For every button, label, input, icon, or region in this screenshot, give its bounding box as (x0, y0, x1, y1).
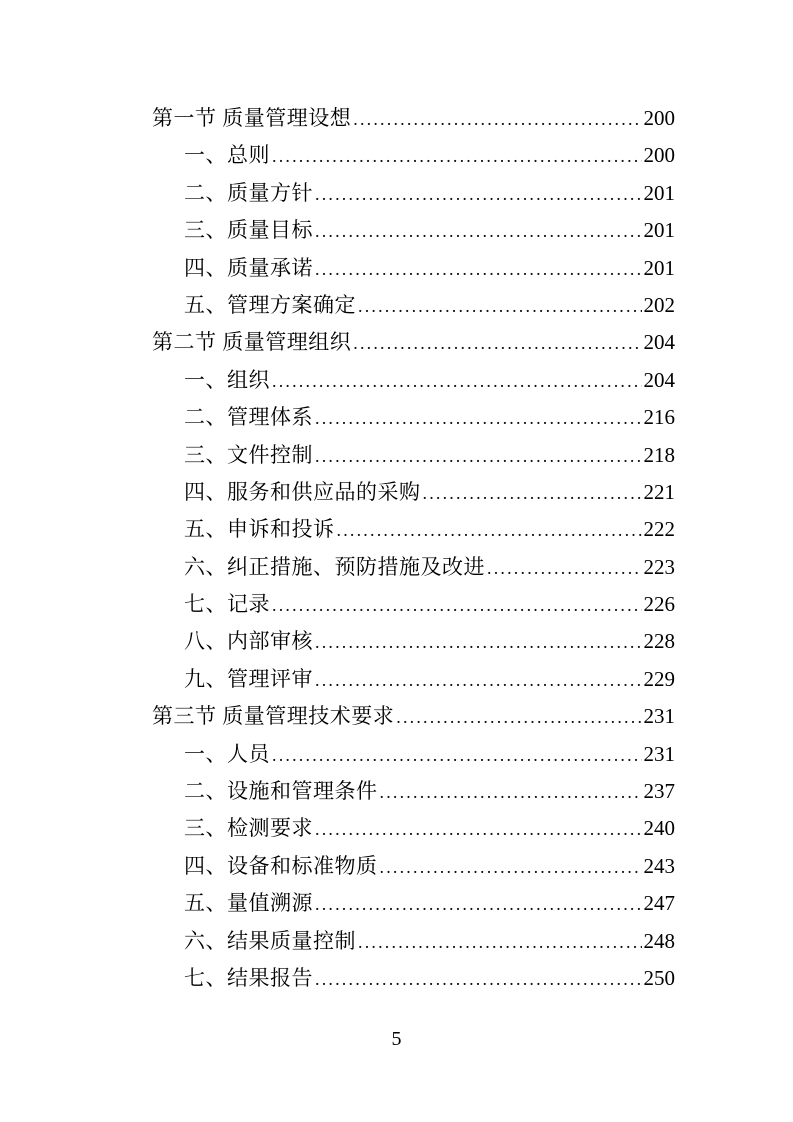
toc-entry-page-number: 201 (643, 218, 675, 243)
toc-entry-label: 五、管理方案确定 (184, 292, 356, 317)
dot-leader (356, 288, 642, 325)
dot-leader (351, 101, 641, 138)
toc-entry-label: 一、组织 (184, 367, 270, 392)
dot-leader (394, 699, 641, 736)
dot-leader (313, 886, 642, 923)
toc-entry-label: 二、设施和管理条件 (184, 779, 378, 804)
dot-leader (313, 961, 642, 998)
dot-leader (270, 138, 642, 175)
toc-entry-page-number: 201 (643, 255, 675, 280)
page-number: 5 (391, 1028, 402, 1050)
page-footer (0, 1026, 793, 1052)
toc-entry-label: 第二节 质量管理组织 (152, 330, 352, 355)
toc-entry-page-number: 229 (643, 666, 675, 691)
toc-entry[interactable] (152, 100, 675, 137)
toc-entry[interactable] (152, 137, 675, 174)
toc-entry-page-number: 228 (643, 629, 675, 654)
toc-entry-label: 三、检测要求 (184, 816, 313, 841)
dot-leader (270, 363, 642, 400)
toc-entry-label: 六、结果质量控制 (184, 928, 356, 953)
toc-entry-page-number: 248 (643, 928, 675, 953)
dot-leader (335, 512, 642, 549)
toc-entry[interactable] (152, 250, 675, 287)
dot-leader (485, 550, 642, 587)
toc-entry-page-number: 200 (643, 106, 675, 130)
toc-entry-label: 三、质量目标 (184, 218, 313, 243)
toc-entry-page-number: 216 (643, 405, 675, 430)
dot-leader (313, 811, 642, 848)
toc-entry[interactable] (152, 885, 675, 922)
toc-entry-page-number: 204 (643, 330, 675, 355)
toc-entry[interactable] (152, 549, 675, 586)
dot-leader (270, 587, 642, 624)
toc-entry-page-number: 201 (643, 180, 675, 205)
toc-entry-page-number: 237 (643, 779, 675, 804)
toc-entry-label: 四、设备和标准物质 (184, 853, 378, 878)
toc-entry[interactable] (152, 287, 675, 324)
toc-entry-label: 七、记录 (184, 592, 270, 617)
toc-entry[interactable] (152, 586, 675, 623)
toc-entry[interactable] (152, 623, 675, 660)
toc-entry-label: 四、质量承诺 (184, 255, 313, 280)
toc-entry-label: 八、内部审核 (184, 629, 313, 654)
toc-entry-page-number: 200 (643, 143, 675, 168)
toc-entry-label: 九、管理评审 (184, 666, 313, 691)
toc-entry-page-number: 247 (643, 891, 675, 916)
toc-entry-label: 第三节 质量管理技术要求 (152, 704, 395, 729)
toc-entry-label: 六、纠正措施、预防措施及改进 (184, 554, 485, 579)
toc-entry-label: 二、质量方针 (184, 180, 313, 205)
toc-entry[interactable] (152, 810, 675, 847)
toc-entry-label: 四、服务和供应品的采购 (184, 479, 421, 504)
toc-entry[interactable] (152, 399, 675, 436)
toc-entry[interactable] (152, 773, 675, 810)
toc-entry-page-number: 218 (643, 442, 675, 467)
toc-entry[interactable] (152, 736, 675, 773)
dot-leader (313, 251, 642, 288)
dot-leader (351, 325, 641, 362)
toc-entry[interactable] (152, 212, 675, 249)
dot-leader (421, 475, 642, 512)
toc-entry-page-number: 226 (643, 592, 675, 617)
dot-leader (313, 176, 642, 213)
dot-leader (378, 849, 642, 886)
toc-entry-label: 五、量值溯源 (184, 891, 313, 916)
toc-entry[interactable] (152, 511, 675, 548)
toc-entry[interactable] (152, 437, 675, 474)
dot-leader (313, 624, 642, 661)
toc-entry-page-number: 231 (643, 704, 675, 729)
toc-entry[interactable] (152, 661, 675, 698)
toc-entry[interactable] (152, 324, 675, 361)
toc-entry-page-number: 222 (643, 517, 675, 542)
dot-leader (313, 662, 642, 699)
dot-leader (313, 400, 642, 437)
toc-entry[interactable] (152, 362, 675, 399)
toc-entry-label: 三、文件控制 (184, 442, 313, 467)
toc-entry[interactable] (152, 474, 675, 511)
toc-entry[interactable] (152, 923, 675, 960)
toc-entry[interactable] (152, 698, 675, 735)
toc-entry-page-number: 240 (643, 816, 675, 841)
toc-entry[interactable] (152, 175, 675, 212)
toc-entry-page-number: 250 (643, 965, 675, 990)
dot-leader (313, 438, 642, 475)
toc-entry-page-number: 204 (643, 367, 675, 392)
toc-entry-page-number: 223 (643, 554, 675, 579)
toc-entry-page-number: 202 (643, 292, 675, 317)
toc-entry-page-number: 231 (643, 741, 675, 766)
toc-entry[interactable] (152, 848, 675, 885)
toc-entry-label: 一、人员 (184, 741, 270, 766)
toc-entry-label: 五、申诉和投诉 (184, 517, 335, 542)
dot-leader (356, 924, 642, 961)
dot-leader (378, 774, 642, 811)
toc-entry-page-number: 243 (643, 853, 675, 878)
table-of-contents (152, 100, 675, 997)
toc-entry-page-number: 221 (643, 479, 675, 504)
toc-entry-label: 一、总则 (184, 143, 270, 168)
dot-leader (270, 737, 642, 774)
toc-entry-label: 七、结果报告 (184, 965, 313, 990)
toc-entry[interactable] (152, 960, 675, 997)
toc-entry-label: 第一节 质量管理设想 (152, 106, 352, 130)
dot-leader (313, 213, 642, 250)
toc-entry-label: 二、管理体系 (184, 405, 313, 430)
